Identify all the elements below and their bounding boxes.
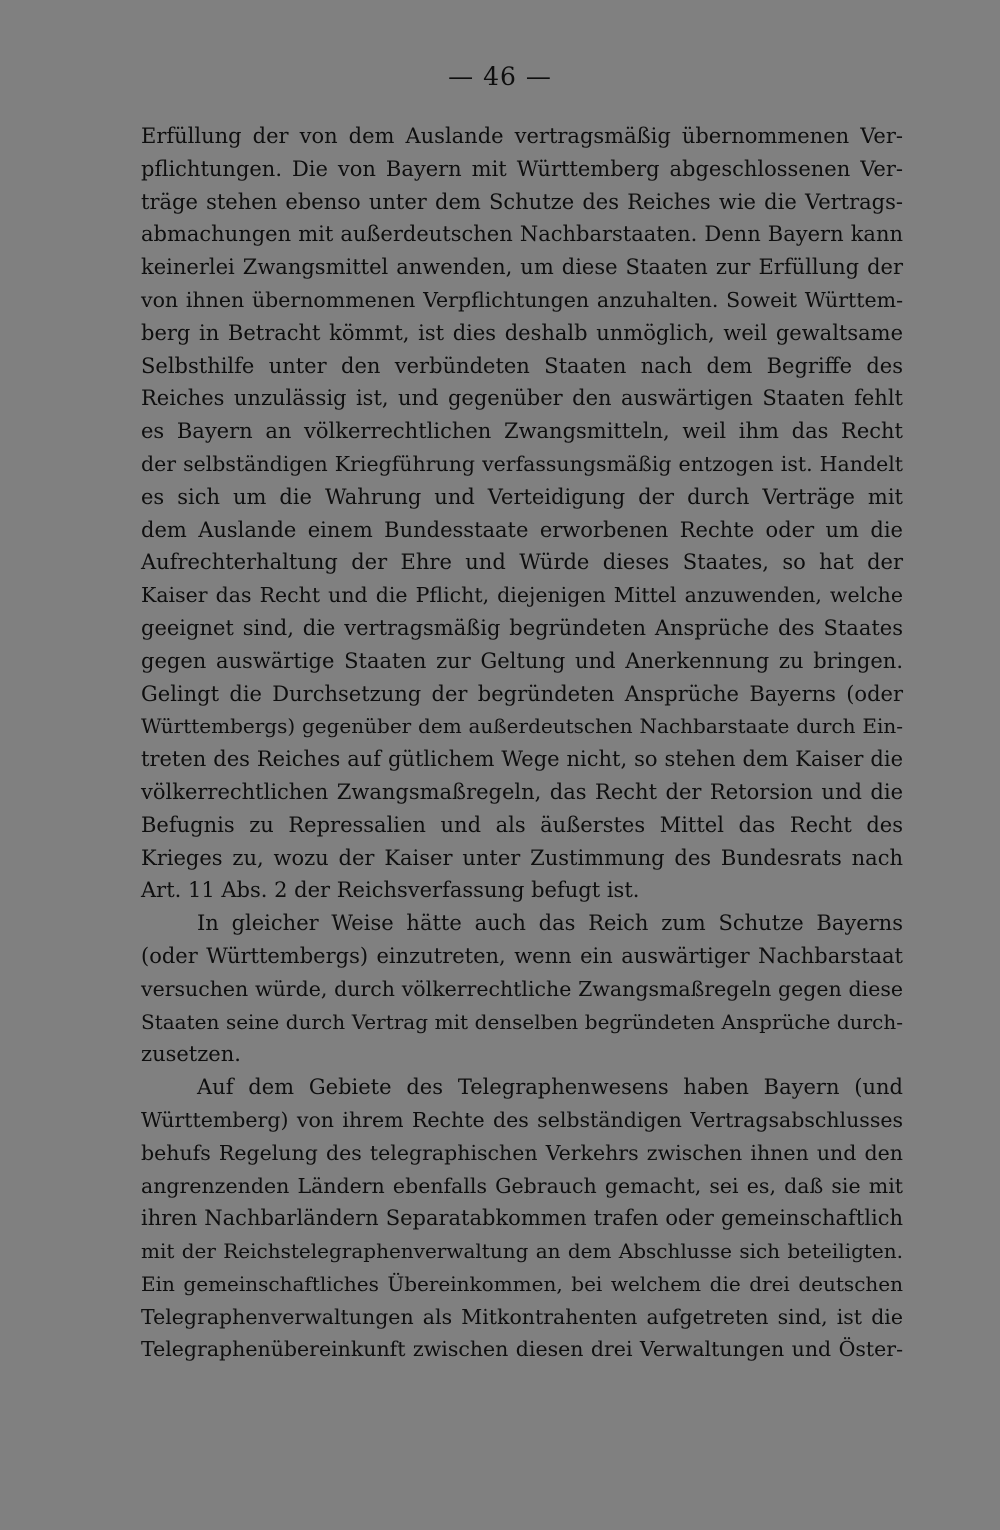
text-line: es sich um die Wahrung und Verteidigung der durch Verträge mit bbox=[141, 484, 903, 509]
text-line: Selbsthilfe unter den verbündeten Staaten nach dem Begriffe des bbox=[141, 353, 903, 378]
text-line: versuchen würde, durch völkerrechtliche Zwangsmaßregeln gegen diese bbox=[141, 976, 903, 1001]
text-line: pflichtungen. Die von Bayern mit Württemberg abgeschlossenen Ver- bbox=[141, 156, 903, 181]
text-line: Reiches unzulässig ist, und gegenüber den auswärtigen Staaten fehlt bbox=[141, 386, 903, 411]
text-line: zusetzen. bbox=[141, 1042, 241, 1067]
text-line: Befugnis zu Repressalien und als äußerstes Mittel das Recht des bbox=[141, 812, 903, 837]
text-line: behufs Regelung des telegraphischen Verkehrs zwischen ihnen und den bbox=[141, 1140, 903, 1165]
text-line: Erfüllung der von dem Auslande vertragsmäßig übernommenen Ver- bbox=[141, 124, 903, 148]
text-line: gegen auswärtige Staaten zur Geltung und Anerkennung zu bringen. bbox=[141, 648, 903, 673]
text-line: keinerlei Zwangsmittel anwenden, um diese Staaten zur Erfüllung der bbox=[141, 255, 903, 280]
text-line: dem Auslande einem Bundesstaate erworbenen Rechte oder um die bbox=[141, 517, 903, 542]
text-line: Württembergs) gegenüber dem außerdeutschen Nachbarstaate durch Ein- bbox=[141, 714, 903, 739]
text-line: Auf dem Gebiete des Telegraphenwesens haben Bayern (und bbox=[197, 1075, 903, 1100]
text-line: geeignet sind, die vertragsmäßig begründeten Ansprüche des Staates bbox=[141, 615, 903, 640]
text-line: völkerrechtlichen Zwangsmaßregeln, das Recht der Retorsion und die bbox=[141, 779, 903, 804]
text-line: Württemberg) von ihrem Rechte des selbständigen Vertragsabschlusses bbox=[141, 1107, 903, 1132]
text-line: Telegraphenverwaltungen als Mitkontrahenten aufgetreten sind, ist die bbox=[141, 1304, 903, 1329]
text-line: In gleicher Weise hätte auch das Reich zum Schutze Bayerns bbox=[197, 911, 903, 936]
text-line: Aufrechterhaltung der Ehre und Würde dieses Staates, so hat der bbox=[141, 550, 903, 575]
page-number: — 46 — bbox=[448, 62, 552, 91]
text-line: angrenzenden Ländern ebenfalls Gebrauch gemacht, sei es, daß sie mit bbox=[141, 1173, 903, 1198]
text-line: Krieges zu, wozu der Kaiser unter Zustimmung des Bundesrats nach bbox=[141, 845, 903, 870]
text-line: träge stehen ebenso unter dem Schutze des Reiches wie die Vertrags- bbox=[141, 189, 903, 214]
text-line: Gelingt die Durchsetzung der begründeten Ansprüche Bayerns (oder bbox=[141, 681, 903, 706]
text-line: Ein gemeinschaftliches Übereinkommen, bei welchem die drei deutschen bbox=[141, 1271, 903, 1296]
text-line: abmachungen mit außerdeutschen Nachbarstaaten. Denn Bayern kann bbox=[141, 222, 903, 247]
text-line: ihren Nachbarländern Separatabkommen trafen oder gemeinschaftlich bbox=[141, 1206, 903, 1231]
text-line: (oder Württembergs) einzutreten, wenn ein auswärtiger Nachbarstaat bbox=[141, 943, 903, 968]
text-line: treten des Reiches auf gütlichem Wege nicht, so stehen dem Kaiser die bbox=[141, 747, 903, 772]
text-line: Kaiser das Recht und die Pflicht, diejenigen Mittel anzuwenden, welche bbox=[141, 583, 903, 608]
body-text bbox=[141, 120, 903, 1366]
text-line: Telegraphenübereinkunft zwischen diesen drei Verwaltungen und Öster- bbox=[141, 1337, 903, 1362]
text-line: es Bayern an völkerrechtlichen Zwangsmitteln, weil ihm das Recht bbox=[141, 419, 903, 444]
text-line: mit der Reichstelegraphenverwaltung an dem Abschlusse sich beteiligten. bbox=[141, 1239, 903, 1264]
text-line: Staaten seine durch Vertrag mit denselben begründeten Ansprüche durch- bbox=[141, 1009, 903, 1034]
text-line: der selbständigen Kriegführung verfassungsmäßig entzogen ist. Handelt bbox=[141, 451, 903, 476]
text-line: berg in Betracht kömmt, ist dies deshalb unmöglich, weil gewaltsame bbox=[141, 320, 903, 345]
text-line: von ihnen übernommenen Verpflichtungen anzuhalten. Soweit Württem- bbox=[141, 287, 903, 312]
text-line: Art. 11 Abs. 2 der Reichsverfassung befugt ist. bbox=[141, 878, 640, 903]
